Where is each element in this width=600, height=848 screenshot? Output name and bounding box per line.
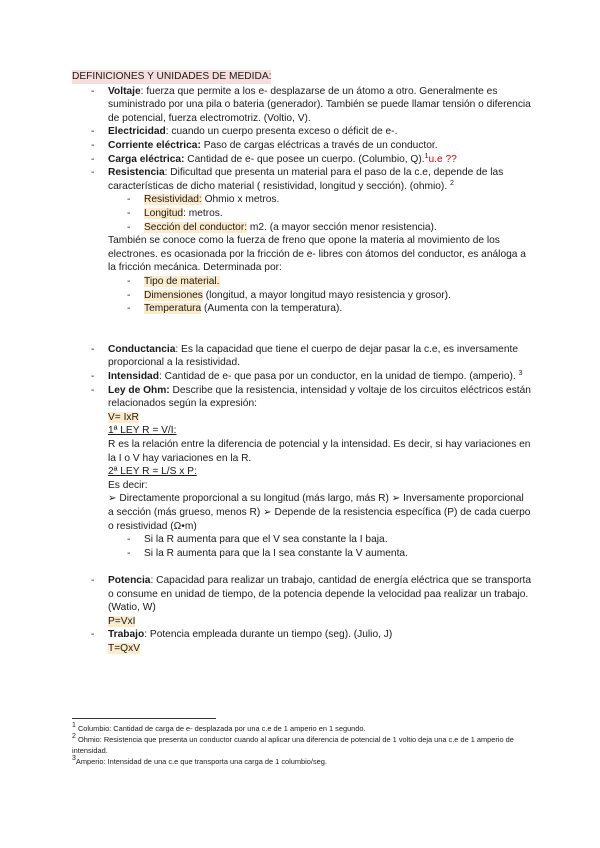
dash-bullet: - xyxy=(91,167,95,179)
page-title: DEFINICIONES Y UNIDADES DE MEDIDA: xyxy=(72,71,272,82)
arrow-list: ➢ Directamente proporcional a su longitud (más largo, más R) ➢ Inversamente proporcional a sección (más grueso, menos R) ➢ Depende de la resistencia específica (P) de cada cuerpo o resistividad (Ω•m) xyxy=(108,493,531,532)
dash-bullet: - xyxy=(91,126,95,138)
sub-item xyxy=(72,275,532,289)
definition-voltaje: : fuerza que permite a los e- desplazarse de un átomo a otro. Generalmente es suministrado por una pila o bateria (generador). También se puede llamar tensión o diferencia de potencial, fuerza electromotriz. (Voltio, V). xyxy=(108,85,531,124)
sub-item-label: Tipo de material. xyxy=(144,275,220,287)
dash-bullet: - xyxy=(127,207,131,219)
list-item-ohm xyxy=(72,384,532,411)
dash-bullet: - xyxy=(91,574,95,586)
sub-item xyxy=(72,221,532,235)
term-ohm: Ley de Ohm: xyxy=(108,384,170,396)
footnote-text: Amperio: Intensidad de una c.e que transporta una carga de 1 columbio/seg. xyxy=(75,757,327,766)
dash-bullet: - xyxy=(127,275,131,287)
sub-item-text: : metros. xyxy=(183,207,223,219)
footnote-2 xyxy=(72,734,532,756)
dash-bullet: - xyxy=(127,194,131,206)
sub-item-text: Ohmio x metros. xyxy=(201,194,280,206)
dash-bullet: - xyxy=(127,534,131,546)
sub-item-text: m2. (a mayor sección menor resistencia). xyxy=(247,221,437,233)
resistencia-paragraph: También se conoce como la fuerza de freno que opone la materia al movimiento de los electrones. es ocasionada por la fricción de e- libres con átomos del conductor, es análoga a la fricción mecánica. Determinada por: xyxy=(108,235,526,274)
term-trabajo: Trabajo xyxy=(108,629,145,641)
list-item-electricidad xyxy=(72,125,532,139)
law-2-heading: 2ª LEY R = L/S x P: xyxy=(108,466,197,478)
dash-bullet: - xyxy=(127,303,131,315)
footnote-mark: 1 xyxy=(72,722,76,729)
definition-corriente: Paso de cargas eléctricas a través de un conductor. xyxy=(200,139,438,151)
sub-item xyxy=(72,547,532,561)
list-item-carga xyxy=(72,153,532,167)
note-red: u.e ?? xyxy=(428,153,457,165)
footnote-mark: 2 xyxy=(72,733,76,740)
sub-item-label: Resistividad: xyxy=(144,194,202,206)
footnote-text: Columbio: Cantidad de carga de e- desplazada por una c.e de 1 amperio en 1 segundo. xyxy=(75,724,366,733)
list-item-corriente xyxy=(72,139,532,153)
dash-bullet: - xyxy=(91,629,95,641)
dash-bullet: - xyxy=(91,384,95,396)
footnote-divider xyxy=(72,718,216,719)
sub-item-text: (Aumenta con la temperatura). xyxy=(201,303,343,315)
dash-bullet: - xyxy=(91,343,95,355)
definition-electricidad: : cuando un cuerpo presenta exceso o déficit de e-. xyxy=(165,126,398,138)
term-carga: Carga eléctrica: xyxy=(108,153,185,165)
sub-item-text: Si la R aumenta para que el V sea constante la I baja. xyxy=(144,534,388,546)
term-electricidad: Electricidad xyxy=(108,126,166,138)
sub-item xyxy=(72,302,532,316)
definition-intensidad: : Cantidad de e- que pasa por un conductor, en la unidad de tiempo. (amperio). xyxy=(158,371,516,383)
footnote-1 xyxy=(72,723,532,734)
footnote-ref-3[interactable]: 3 xyxy=(518,370,523,378)
term-conductancia: Conductancia xyxy=(108,343,176,355)
dash-bullet: - xyxy=(91,85,95,97)
formula-trabajo: T=QxV xyxy=(108,642,140,654)
sub-item-text: (longitud, a mayor longitud mayo resistencia y grosor). xyxy=(202,289,451,301)
formula-potencia: P=VxI xyxy=(108,615,136,627)
definition-resistencia: : Dificultad que presenta un material para el paso de la c.e, depende de las características de dicho material ( resistividad, longitud y sección). (ohmio). xyxy=(108,167,504,192)
sub-item-label: Sección del conductor: xyxy=(144,221,248,233)
sub-item-label: Temperatura xyxy=(144,303,202,315)
list-item-voltaje xyxy=(72,85,532,126)
sub-item xyxy=(72,289,532,303)
term-potencia: Potencia xyxy=(108,574,151,586)
dash-bullet: - xyxy=(91,371,95,383)
dash-bullet: - xyxy=(91,139,95,151)
list-item-resistencia xyxy=(72,166,532,193)
definition-potencia: : Capacidad para realizar un trabajo, cantidad de energía eléctrica que se transporta o consume en unidad de tiempo, de la potencia depende la velocidad paa realizar un trabajo. (Watio, W) xyxy=(108,574,532,614)
document-body xyxy=(72,70,532,656)
term-voltaje: Voltaje xyxy=(108,85,141,97)
sub-item xyxy=(72,207,532,221)
definition-ohm: Describe que la resistencia, intensidad y voltaje de los circuitos eléctricos están relacionados según la expresión: xyxy=(108,384,531,410)
footnote-ref-1[interactable]: 1 xyxy=(424,152,429,160)
dash-bullet: - xyxy=(127,221,131,233)
term-intensidad: Intensidad xyxy=(108,371,159,383)
footnote-3 xyxy=(72,756,532,767)
list-item-intensidad xyxy=(72,370,532,384)
dash-bullet: - xyxy=(91,153,95,165)
es-decir: Es decir: xyxy=(108,479,148,491)
definition-carga: Cantidad de e- que posee un cuerpo. (Columbio, Q). xyxy=(184,153,425,165)
definition-trabajo: : Potencia empleada durante un tiempo (seg). (Julio, J) xyxy=(144,629,393,641)
footnote-text: Ohmio: Resistencia que presenta un conductor cuando al aplicar una diferencia de potencial de 1 voltio deja una c.e de 1 amperio de intensidad. xyxy=(72,735,514,755)
term-corriente: Corriente eléctrica: xyxy=(108,139,201,151)
sub-item-label: Longitud xyxy=(144,207,184,219)
list-item-trabajo xyxy=(72,628,532,642)
formula-ohm: V= IxR xyxy=(108,411,139,423)
law-1-heading: 1ª LEY R = V/I: xyxy=(108,425,177,437)
sub-item-label: Dimensiones xyxy=(144,289,203,301)
definition-conductancia: : Es la capacidad que tiene el cuerpo de dejar pasar la c.e, es inversamente proporcional a la resistividad. xyxy=(108,343,518,369)
sub-item xyxy=(72,533,532,547)
law-1-text: R es la relación entre la diferencia de potencial y la intensidad. Es decir, si hay variaciones en la I o V hay variaciones en la R. xyxy=(108,439,531,464)
list-item-conductancia xyxy=(72,343,532,370)
sub-item-text: Si la R aumenta para que la I sea constante la V aumenta. xyxy=(144,547,408,559)
footnotes xyxy=(72,718,532,767)
term-resistencia: Resistencia xyxy=(108,167,165,179)
list-item-potencia xyxy=(72,574,532,615)
footnote-ref-2[interactable]: 2 xyxy=(450,179,454,187)
footnote-mark: 3 xyxy=(72,755,76,762)
dash-bullet: - xyxy=(127,547,131,559)
sub-item xyxy=(72,193,532,207)
dash-bullet: - xyxy=(127,289,131,301)
